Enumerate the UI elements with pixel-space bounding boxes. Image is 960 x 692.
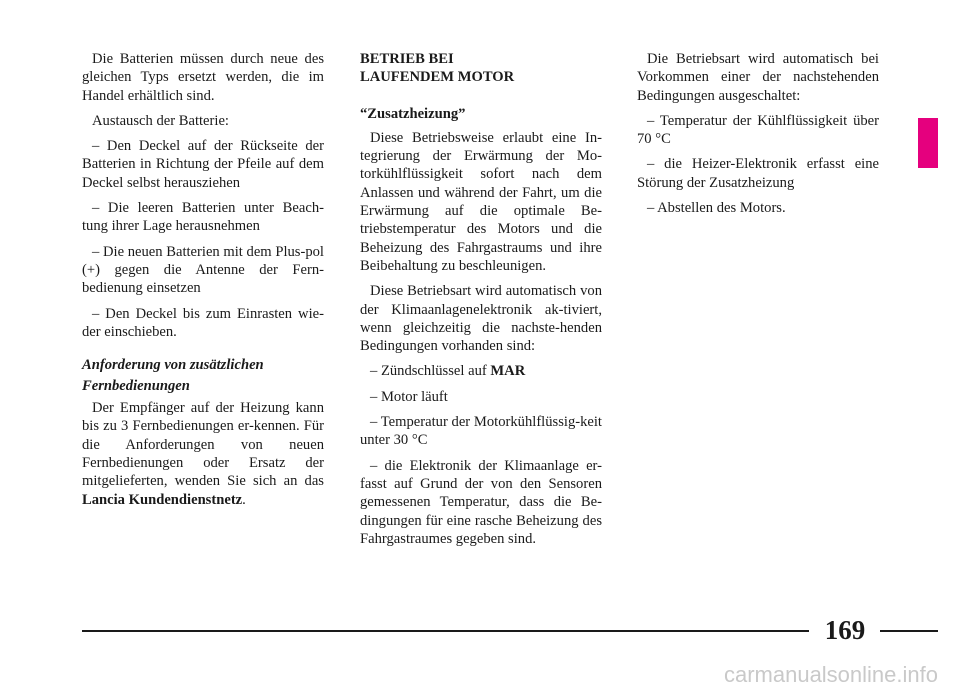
bold-term: MAR: [490, 363, 526, 380]
list-item: – Den Deckel bis zum Einrasten wie-der einschieben.: [82, 305, 324, 340]
list-item: – Die neuen Batterien mit dem Plus-pol (+) gegen die Antenne der Fern-bedienung einsetzen: [82, 243, 324, 297]
paragraph-end: .: [242, 491, 246, 508]
list-item: – die Elektronik der Klimaanlage er-fasst auf Grund der von den Sensoren gemessenen Temperatur, dass die Be-dingungen für eine rasche Beheizung des Fahrgastraumes gegeben sind.: [360, 457, 602, 547]
text-column-3: [637, 50, 879, 224]
list-item: – Motor läuft: [370, 388, 448, 405]
list-item: – Temperatur der Kühlflüssigkeit über 70 °C: [637, 112, 879, 148]
list-item: – Abstellen des Motors.: [647, 200, 786, 217]
list-item: – Temperatur der Motorkühlflüssig-keit unter 30 °C: [360, 414, 602, 449]
list-item: – die Heizer-Elektronik erfasst eine Störung der Zusatzheizung: [637, 156, 879, 191]
list-item: – Den Deckel auf der Rückseite der Batterien in Richtung der Pfeile auf dem Deckel selbst herausziehen: [82, 138, 324, 191]
paragraph: Diese Betriebsweise erlaubt eine In-tegrierung der Erwärmung der Mo-torkühlflüssigkeit sofort nach dem Anlassen und während der Fahrt, um die Erwärmung auf die optimale Be-triebstemperatur des Motors und die Beheizung des Fahrgastraums und ihre Beibehaltung zu beschleunigen.: [360, 129, 602, 274]
paragraph-text: Der Empfänger auf der Heizung kann bis zu 3 Fernbedienungen er-kennen. Für die Anforderungen von neuen Fernbedienungen oder Ersatz der mitgelieferten, wenden Sie sich an das: [82, 400, 324, 490]
text-column-1: [82, 50, 324, 516]
footer-rule-left: [82, 630, 809, 632]
paragraph: [82, 399, 324, 509]
list-item: – Die leeren Batterien unter Beach-tung ihrer Lage herausnehmen: [82, 200, 324, 235]
heading-line: Anforderung von zusätzlichen: [82, 357, 264, 374]
section-heading: [360, 50, 602, 87]
heading-line: Fernbedienungen: [82, 378, 190, 395]
section-tab-marker: [918, 118, 938, 168]
paragraph: Die Betriebsart wird automatisch bei Vorkommen einer der nachstehenden Bedingungen ausgeschaltet:: [637, 51, 879, 104]
sub-heading: “Zusatzheizung”: [360, 105, 466, 122]
list-item-text: – Zündschlüssel auf: [370, 363, 487, 380]
paragraph: Austausch der Batterie:: [92, 112, 229, 129]
watermark: carmanualsonline.info: [723, 662, 938, 687]
footer-rule-right: [880, 630, 938, 632]
list-item: [360, 362, 602, 380]
bold-term: Lancia Kundendienstnetz: [82, 491, 243, 508]
text-column-2: [360, 50, 602, 555]
paragraph: Die Batterien müssen durch neue des gleichen Typs ersetzt werden, die im Handel erhältlich sind.: [82, 51, 324, 104]
section-heading: [82, 355, 324, 397]
paragraph: Diese Betriebsart wird automatisch von der Klimaanlagenelektronik ak-tiviert, wenn gleichzeitig die nachste-henden Bedingungen vorhanden sind:: [360, 283, 602, 355]
page-number: 169: [824, 615, 866, 645]
heading-line: LAUFENDEM MOTOR: [360, 69, 515, 86]
heading-line: BETRIEB BEI: [360, 51, 454, 67]
